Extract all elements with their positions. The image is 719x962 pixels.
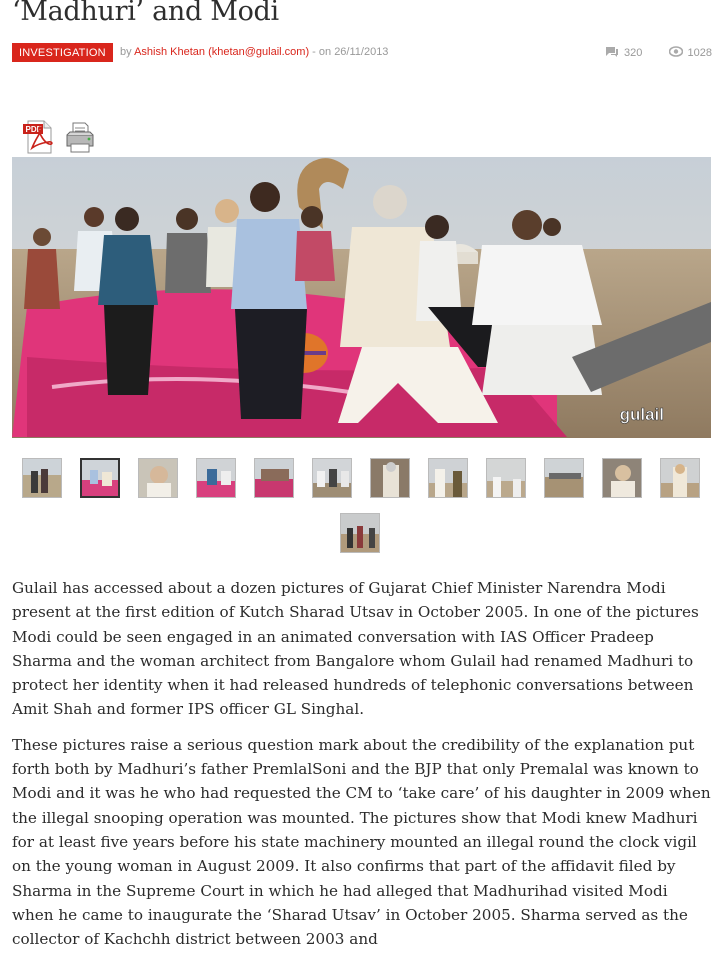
publish-date: - on 26/11/2013 — [309, 46, 389, 58]
category-badge[interactable]: INVESTIGATION — [12, 43, 113, 62]
thumbnail[interactable] — [428, 458, 468, 498]
thumbnail[interactable] — [660, 458, 700, 498]
article-title: ‘Madhuri’ and Modi — [12, 0, 279, 27]
article-paragraph: Gulail has accessed about a dozen pictures of Gujarat Chief Minister Narendra Modi present at the first edition of Kutch Sharad Utsav in October 2005. In one of the pictures Modi could be seen engaged in an animated conversation with IAS Officer Pradeep Sharma and the woman architect from Bangalore whom Gulail had renamed Madhuri to protect her identity when it had released hundreds of telephonic conversations between Amit Shah and former IPS officer GL Singhal. — [12, 579, 699, 719]
pdf-label: PDF — [25, 125, 42, 134]
printer-icon[interactable] — [64, 120, 96, 154]
thumbnail[interactable] — [602, 458, 642, 498]
author-link[interactable]: Ashish Khetan (khetan@gulail.com) — [134, 46, 310, 58]
article-paragraph: These pictures raise a serious question mark about the credibility of the explanation put forth both by Madhuri’s father PremlalSoni and the BJP that only Premalal was known to Modi and it was he who had requested the CM to ‘take care’ of his daughter in 2009 when the illegal snooping operation was mounted. The pictures show that Modi knew Madhuri for at least five years before his state machinery mounted an illegal round the clock vigil on the young woman in August 2009. It also confirms that part of the affidavit filed by Sharma in the Supreme Court in which he had alleged that Madhurihad visited Modi when he came to inaugurate the ‘Sharad Utsav’ in October 2005. Sharma served as the collector of Kachchh district between 2003 and — [12, 735, 711, 949]
thumbnail[interactable] — [138, 458, 178, 498]
thumbnail[interactable] — [22, 458, 62, 498]
thumbnail[interactable] — [340, 513, 380, 553]
byline — [120, 46, 388, 58]
pdf-icon[interactable] — [22, 120, 56, 154]
thumbnail[interactable] — [486, 458, 526, 498]
thumbnail[interactable] — [254, 458, 294, 498]
comments-icon[interactable] — [605, 46, 624, 60]
thumbnail[interactable] — [196, 458, 236, 498]
thumbnail[interactable] — [544, 458, 584, 498]
article-meta — [12, 43, 712, 63]
by-prefix: by — [120, 46, 132, 58]
article-body — [12, 576, 712, 962]
thumbnail[interactable] — [370, 458, 410, 498]
views-count: 1028 — [687, 47, 712, 59]
thumbnail[interactable] — [312, 458, 352, 498]
featured-photo[interactable] — [12, 157, 711, 438]
article-stats — [605, 46, 712, 60]
thumbnail-active[interactable] — [80, 458, 120, 498]
watermark-text: gulail — [619, 405, 664, 424]
eye-icon — [669, 46, 688, 60]
comments-count[interactable]: 320 — [624, 47, 643, 59]
